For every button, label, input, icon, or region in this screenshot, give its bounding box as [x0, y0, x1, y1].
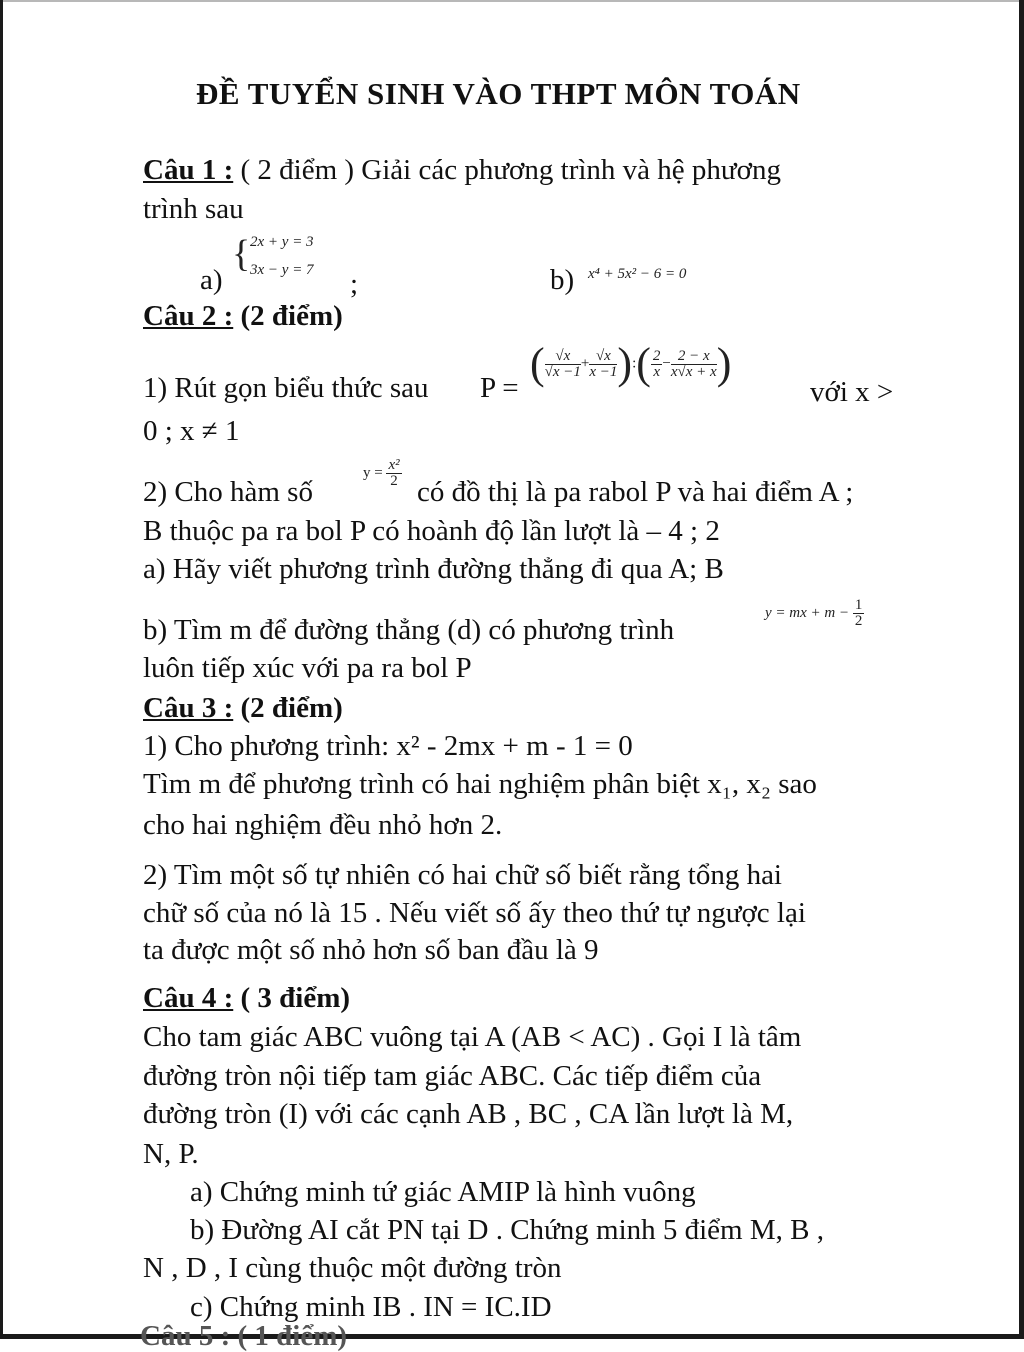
q2-part2-start: 2) Cho hàm số — [143, 476, 313, 508]
fraction-1: $\frac{√x}{√x -1}$ — [544, 347, 581, 380]
q1-quartic-equation: x⁴ + 5x² − 6 = 0 — [588, 266, 687, 282]
q4-line1: Cho tam giác ABC vuông tại A (AB < AC) . Gọi I là tâm — [143, 1021, 802, 1053]
q4-part-b-line1: b) Đường AI cắt PN tại D . Chứng minh 5 điểm M, B , — [190, 1214, 824, 1246]
q3-part1-line2: Tìm m để phương trình có hai nghiệm phân biệt x₁, x₂ sao — [143, 768, 817, 800]
line-fraction: $\frac{1}{2}$ — [854, 597, 863, 629]
page-top-border — [0, 0, 1024, 2]
q4-line3: đường tròn (I) với các cạnh AB , BC , CA lần lượt là M, — [143, 1098, 794, 1130]
parabola-function: y = $\frac{\text{x²}}{2}$ — [363, 457, 400, 489]
q2-part2-a: a) Hãy viết phương trình đường thẳng đi qua A; B — [143, 553, 724, 585]
tangent-line-equation: y = mx + m − $\frac{1}{2}$ — [765, 597, 863, 629]
q3-part2-line3: ta được một số nhỏ hơn số ban đầu là 9 — [143, 934, 599, 966]
q4-part-a: a) Chứng minh tứ giác AMIP là hình vuông — [190, 1176, 696, 1208]
q4-part-c: c) Chứng minh IB . IN = IC.ID — [190, 1291, 552, 1323]
fraction-3: $\frac{2}{x}$ — [652, 347, 661, 380]
question-2-heading — [143, 298, 343, 334]
q3-part2-line1: 2) Tìm một số tự nhiên có hai chữ số biết rằng tổng hai — [143, 859, 782, 891]
question-2-points: (2 điểm) — [233, 300, 343, 332]
question-3-label: Câu 3 : — [143, 692, 234, 724]
q4-line4: N, P. — [143, 1138, 199, 1170]
q1-separator: ; — [350, 268, 359, 300]
q2-part2-rest: có đồ thị là pa rabol P và hai điểm A ; — [417, 476, 854, 508]
q2-simplify-expression: ( $\frac{√x}{√x -1}$ + $\frac{√x}{x -1}$ ):( $\frac{2}{x}$ − $\frac{2 - x}{x√x + x}$ ) — [530, 339, 732, 388]
q2-part2-b-cont: luôn tiếp xúc với pa ra bol P — [143, 652, 472, 684]
q2-expression-P: P = — [480, 372, 519, 404]
system-equation-2: 3x − y = 7 — [250, 262, 314, 278]
page-title: ĐỀ TUYỂN SINH VÀO THPT MÔN TOÁN — [196, 76, 801, 111]
system-equation-1: 2x + y = 3 — [250, 234, 314, 250]
question-3-points: (2 điểm) — [233, 692, 343, 724]
q2-part2-line2: B thuộc pa ra bol P có hoành độ lần lượt là – 4 ; 2 — [143, 515, 720, 547]
question-4-points: ( 3 điểm) — [233, 982, 351, 1014]
right-paren: ) — [617, 339, 633, 388]
question-4-heading — [143, 980, 350, 1016]
page-left-border — [0, 0, 3, 1339]
q4-part-b-line2: N , D , I cùng thuộc một đường tròn — [143, 1252, 562, 1284]
question-4-label: Câu 4 : — [143, 982, 234, 1014]
fraction-2: $\frac{√x}{x -1}$ — [589, 347, 618, 380]
q1-part-b-label: b) — [550, 264, 575, 296]
fraction-4: $\frac{2 - x}{x√x + x}$ — [670, 347, 717, 380]
question-1-intro-cont: trình sau — [143, 193, 244, 225]
q2-part2-b: b) Tìm m để đường thẳng (d) có phương trình — [143, 614, 675, 646]
q1-part-a-label: a) — [200, 264, 223, 296]
page-right-border — [1019, 0, 1024, 1339]
q2-part1-text: 1) Rút gọn biểu thức sau — [143, 372, 429, 404]
question-1-heading — [143, 152, 781, 188]
q3-part1: 1) Cho phương trình: x² - 2mx + m - 1 = 0 — [143, 730, 633, 762]
q4-line2: đường tròn nội tiếp tam giác ABC. Các tiếp điểm của — [143, 1060, 762, 1092]
right-paren-2: ) — [716, 339, 732, 388]
question-1-label: Câu 1 : — [143, 154, 234, 186]
question-3-heading — [143, 690, 343, 726]
left-paren: ( — [530, 339, 545, 388]
q3-part1-line3: cho hai nghiệm đều nhỏ hơn 2. — [143, 809, 503, 841]
left-paren-2: ( — [636, 339, 651, 388]
parabola-fraction: $\frac{\text{x²}}{2}$ — [388, 457, 400, 489]
q2-condition: 0 ; x ≠ 1 — [143, 415, 240, 447]
system-brace: { — [232, 233, 251, 275]
q3-part2-line2: chữ số của nó là 15 . Nếu viết số ấy theo thứ tự ngược lại — [143, 897, 806, 929]
question-1-intro: ( 2 điểm ) Giải các phương trình và hệ phương — [233, 154, 781, 186]
q2-condition-start: với x > — [810, 376, 894, 408]
question-5-heading-cut: Câu 5 : ( 1 điểm) — [140, 1320, 348, 1352]
question-2-label: Câu 2 : — [143, 300, 234, 332]
